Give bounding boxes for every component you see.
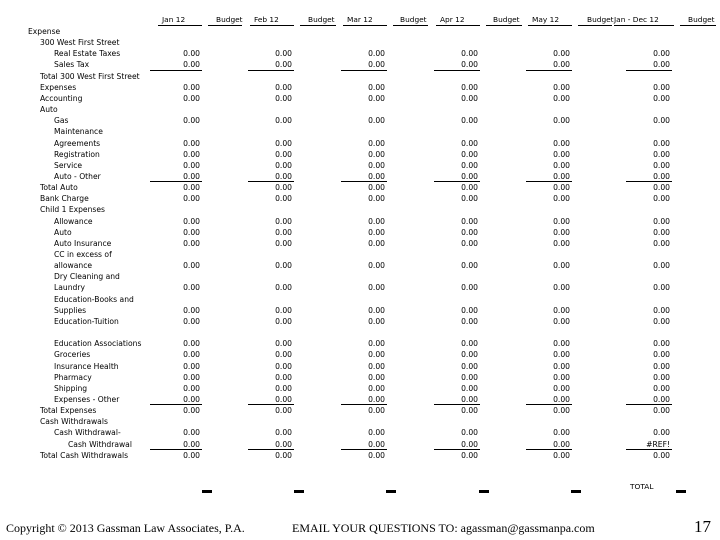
column-header: Budget xyxy=(688,15,715,24)
row-label: Registration xyxy=(54,149,100,159)
row-value: 0.00 xyxy=(275,171,292,181)
row-label: Laundry xyxy=(54,283,85,293)
row-value: 0.00 xyxy=(653,383,670,393)
column-header: Feb 12 xyxy=(254,15,279,24)
row-label: Education-Books and xyxy=(54,294,134,304)
row-value: 0.00 xyxy=(553,383,570,393)
row-value: 0.00 xyxy=(653,149,670,159)
row-value: 0.00 xyxy=(653,450,670,460)
row-value: #REF! xyxy=(646,439,670,449)
column-header: Budget xyxy=(587,15,614,24)
row-value: 0.00 xyxy=(653,339,670,349)
row-value: 0.00 xyxy=(275,194,292,204)
row-value: 0.00 xyxy=(461,406,478,416)
row-value: 0.00 xyxy=(368,227,385,237)
row-label: Dry Cleaning and xyxy=(54,272,120,282)
row-value: 0.00 xyxy=(183,116,200,126)
row-value: 0.00 xyxy=(461,227,478,237)
row-value: 0.00 xyxy=(183,305,200,315)
row-value: 0.00 xyxy=(461,305,478,315)
header-underline xyxy=(393,25,428,26)
row-label: Auto xyxy=(40,105,58,115)
row-value: 0.00 xyxy=(368,372,385,382)
row-value: 0.00 xyxy=(653,261,670,271)
row-value: 0.00 xyxy=(275,383,292,393)
row-value: 0.00 xyxy=(183,216,200,226)
row-value: 0.00 xyxy=(461,60,478,70)
column-header: Mar 12 xyxy=(347,15,373,24)
row-value: 0.00 xyxy=(653,227,670,237)
row-label: Auto Insurance xyxy=(54,238,112,248)
row-label: Pharmacy xyxy=(54,372,92,382)
header-underline xyxy=(208,25,242,26)
row-label: allowance xyxy=(54,261,93,271)
row-value: 0.00 xyxy=(461,82,478,92)
label-underline xyxy=(150,181,160,182)
column-header: Jan - Dec 12 xyxy=(614,15,659,24)
row-value: 0.00 xyxy=(653,316,670,326)
total-tick-mark xyxy=(386,490,396,493)
row-value: 0.00 xyxy=(553,160,570,170)
row-label: Cash Withdrawal- xyxy=(54,428,121,438)
row-value: 0.00 xyxy=(461,283,478,293)
row-value: 0.00 xyxy=(553,372,570,382)
row-value: 0.00 xyxy=(275,183,292,193)
row-label: Cash Withdrawals xyxy=(40,417,108,427)
row-value: 0.00 xyxy=(553,394,570,404)
row-label: Expense xyxy=(28,27,61,36)
label-underline xyxy=(150,449,160,450)
row-label: Auto xyxy=(54,227,72,237)
column-header: May 12 xyxy=(532,15,560,24)
row-label: Education-Tuition xyxy=(54,316,119,326)
row-value: 0.00 xyxy=(461,49,478,59)
email-text: EMAIL YOUR QUESTIONS TO: agassman@gassmanpa.com xyxy=(292,521,595,535)
header-underline xyxy=(578,25,612,26)
row-label: Expenses xyxy=(40,82,77,92)
row-value: 0.00 xyxy=(653,372,670,382)
row-value: 0.00 xyxy=(183,261,200,271)
row-value: 0.00 xyxy=(275,238,292,248)
row-value: 0.00 xyxy=(461,93,478,103)
row-value: 0.00 xyxy=(275,350,292,360)
row-value: 0.00 xyxy=(553,227,570,237)
row-value: 0.00 xyxy=(275,450,292,460)
row-value: 0.00 xyxy=(368,394,385,404)
row-value: 0.00 xyxy=(275,305,292,315)
header-underline xyxy=(486,25,522,26)
row-value: 0.00 xyxy=(653,194,670,204)
row-label: Insurance Health xyxy=(54,361,119,371)
row-value: 0.00 xyxy=(275,372,292,382)
total-tick-mark xyxy=(676,490,686,493)
row-value: 0.00 xyxy=(368,339,385,349)
row-value: 0.00 xyxy=(461,160,478,170)
row-value: 0.00 xyxy=(275,361,292,371)
row-value: 0.00 xyxy=(653,49,670,59)
total-tick-mark xyxy=(571,490,581,493)
row-value: 0.00 xyxy=(275,439,292,449)
header-underline xyxy=(158,25,202,26)
row-label: Total Auto xyxy=(40,183,78,193)
row-value: 0.00 xyxy=(183,82,200,92)
row-value: 0.00 xyxy=(553,194,570,204)
row-value: 0.00 xyxy=(183,238,200,248)
row-value: 0.00 xyxy=(653,82,670,92)
row-value: 0.00 xyxy=(368,116,385,126)
row-value: 0.00 xyxy=(368,350,385,360)
row-label: Gas xyxy=(54,116,69,126)
row-value: 0.00 xyxy=(183,350,200,360)
row-label: Agreements xyxy=(54,138,101,148)
row-label: Total Expenses xyxy=(40,406,97,416)
row-value: 0.00 xyxy=(275,316,292,326)
column-header: Apr 12 xyxy=(440,15,465,24)
row-value: 0.00 xyxy=(653,183,670,193)
row-value: 0.00 xyxy=(553,93,570,103)
row-value: 0.00 xyxy=(461,339,478,349)
row-value: 0.00 xyxy=(183,171,200,181)
row-value: 0.00 xyxy=(183,450,200,460)
row-label: Accounting xyxy=(40,93,83,103)
row-value: 0.00 xyxy=(553,283,570,293)
row-label: Cash Withdrawal xyxy=(68,439,132,449)
row-value: 0.00 xyxy=(653,428,670,438)
row-value: 0.00 xyxy=(368,439,385,449)
row-value: 0.00 xyxy=(275,406,292,416)
total-tick-mark xyxy=(294,490,304,493)
row-value: 0.00 xyxy=(368,316,385,326)
subtotal-underline xyxy=(341,70,387,71)
row-value: 0.00 xyxy=(653,406,670,416)
row-value: 0.00 xyxy=(553,428,570,438)
header-underline xyxy=(680,25,716,26)
row-label: Sales Tax xyxy=(54,60,90,70)
row-value: 0.00 xyxy=(275,394,292,404)
row-label: Maintenance xyxy=(54,127,103,137)
row-value: 0.00 xyxy=(461,171,478,181)
row-value: 0.00 xyxy=(461,361,478,371)
column-header: Budget xyxy=(493,15,520,24)
total-footer-label: TOTAL xyxy=(630,482,654,491)
row-value: 0.00 xyxy=(183,149,200,159)
row-value: 0.00 xyxy=(553,339,570,349)
row-value: 0.00 xyxy=(275,227,292,237)
row-value: 0.00 xyxy=(653,60,670,70)
row-label: Total 300 West First Street xyxy=(40,71,140,81)
label-underline xyxy=(150,404,160,405)
row-value: 0.00 xyxy=(183,406,200,416)
column-header: Jan 12 xyxy=(162,15,186,24)
header-underline xyxy=(436,25,480,26)
row-value: 0.00 xyxy=(553,116,570,126)
header-underline xyxy=(250,25,294,26)
row-value: 0.00 xyxy=(275,160,292,170)
row-value: 0.00 xyxy=(553,138,570,148)
row-value: 0.00 xyxy=(553,171,570,181)
row-label: Shipping xyxy=(54,383,88,393)
row-value: 0.00 xyxy=(553,216,570,226)
row-value: 0.00 xyxy=(553,49,570,59)
row-label: Supplies xyxy=(54,305,87,315)
row-value: 0.00 xyxy=(553,149,570,159)
row-value: 0.00 xyxy=(461,372,478,382)
row-value: 0.00 xyxy=(368,361,385,371)
row-value: 0.00 xyxy=(368,194,385,204)
row-value: 0.00 xyxy=(368,305,385,315)
row-value: 0.00 xyxy=(461,216,478,226)
row-value: 0.00 xyxy=(368,49,385,59)
row-value: 0.00 xyxy=(368,383,385,393)
row-value: 0.00 xyxy=(183,372,200,382)
row-value: 0.00 xyxy=(275,138,292,148)
row-value: 0.00 xyxy=(183,194,200,204)
row-value: 0.00 xyxy=(275,82,292,92)
row-value: 0.00 xyxy=(653,238,670,248)
column-header: Budget xyxy=(308,15,335,24)
row-value: 0.00 xyxy=(553,350,570,360)
row-value: 0.00 xyxy=(275,60,292,70)
row-value: 0.00 xyxy=(461,116,478,126)
row-value: 0.00 xyxy=(653,93,670,103)
column-header: Budget xyxy=(216,15,243,24)
row-label: Child 1 Expenses xyxy=(40,205,105,215)
row-value: 0.00 xyxy=(183,339,200,349)
row-value: 0.00 xyxy=(461,439,478,449)
row-value: 0.00 xyxy=(183,383,200,393)
row-value: 0.00 xyxy=(461,450,478,460)
row-value: 0.00 xyxy=(553,261,570,271)
row-value: 0.00 xyxy=(183,283,200,293)
row-value: 0.00 xyxy=(553,406,570,416)
row-value: 0.00 xyxy=(461,194,478,204)
row-value: 0.00 xyxy=(275,93,292,103)
row-value: 0.00 xyxy=(368,428,385,438)
row-value: 0.00 xyxy=(653,305,670,315)
row-value: 0.00 xyxy=(653,160,670,170)
row-value: 0.00 xyxy=(553,60,570,70)
row-value: 0.00 xyxy=(368,406,385,416)
copyright-text: Copyright © 2013 Gassman Law Associates, P.A. xyxy=(6,521,245,535)
row-value: 0.00 xyxy=(275,283,292,293)
row-value: 0.00 xyxy=(368,138,385,148)
row-value: 0.00 xyxy=(653,116,670,126)
row-value: 0.00 xyxy=(461,350,478,360)
row-value: 0.00 xyxy=(183,361,200,371)
row-value: 0.00 xyxy=(183,439,200,449)
row-value: 0.00 xyxy=(553,439,570,449)
row-value: 0.00 xyxy=(461,183,478,193)
row-value: 0.00 xyxy=(275,149,292,159)
page-number: 17 xyxy=(694,517,711,536)
row-value: 0.00 xyxy=(368,183,385,193)
row-label: 300 West First Street xyxy=(40,38,120,48)
row-value: 0.00 xyxy=(183,183,200,193)
row-value: 0.00 xyxy=(461,394,478,404)
row-value: 0.00 xyxy=(368,238,385,248)
row-value: 0.00 xyxy=(553,361,570,371)
label-underline xyxy=(150,70,160,71)
row-value: 0.00 xyxy=(368,160,385,170)
row-label: Total Cash Withdrawals xyxy=(40,450,129,460)
row-value: 0.00 xyxy=(553,238,570,248)
row-value: 0.00 xyxy=(653,138,670,148)
row-value: 0.00 xyxy=(553,450,570,460)
row-value: 0.00 xyxy=(368,60,385,70)
row-value: 0.00 xyxy=(553,183,570,193)
row-value: 0.00 xyxy=(461,428,478,438)
row-value: 0.00 xyxy=(461,261,478,271)
row-value: 0.00 xyxy=(461,238,478,248)
row-value: 0.00 xyxy=(653,171,670,181)
row-value: 0.00 xyxy=(653,350,670,360)
header-underline xyxy=(300,25,336,26)
row-value: 0.00 xyxy=(368,261,385,271)
subtotal-underline xyxy=(526,70,572,71)
row-label: CC in excess of xyxy=(54,250,112,259)
row-label: Allowance xyxy=(54,216,93,226)
row-value: 0.00 xyxy=(461,149,478,159)
row-value: 0.00 xyxy=(183,93,200,103)
row-value: 0.00 xyxy=(368,216,385,226)
row-label: Bank Charge xyxy=(40,194,89,204)
row-value: 0.00 xyxy=(653,361,670,371)
subtotal-underline xyxy=(248,70,294,71)
row-value: 0.00 xyxy=(275,216,292,226)
header-underline xyxy=(343,25,387,26)
row-label: Education Associations xyxy=(54,339,142,349)
row-value: 0.00 xyxy=(183,138,200,148)
row-value: 0.00 xyxy=(183,60,200,70)
row-value: 0.00 xyxy=(461,138,478,148)
row-label: Groceries xyxy=(54,350,91,360)
row-value: 0.00 xyxy=(368,149,385,159)
row-value: 0.00 xyxy=(183,428,200,438)
row-value: 0.00 xyxy=(183,227,200,237)
total-tick-mark xyxy=(202,490,212,493)
subtotal-underline xyxy=(434,70,480,71)
row-value: 0.00 xyxy=(275,339,292,349)
row-value: 0.00 xyxy=(461,316,478,326)
row-value: 0.00 xyxy=(275,49,292,59)
subtotal-underline xyxy=(626,70,672,71)
row-label: Expenses - Other xyxy=(54,394,120,404)
row-value: 0.00 xyxy=(553,82,570,92)
row-value: 0.00 xyxy=(368,283,385,293)
row-value: 0.00 xyxy=(183,49,200,59)
row-value: 0.00 xyxy=(183,160,200,170)
header-underline xyxy=(614,25,674,26)
row-value: 0.00 xyxy=(461,383,478,393)
row-value: 0.00 xyxy=(553,316,570,326)
row-value: 0.00 xyxy=(275,261,292,271)
row-value: 0.00 xyxy=(368,93,385,103)
header-underline xyxy=(528,25,572,26)
row-value: 0.00 xyxy=(368,171,385,181)
row-value: 0.00 xyxy=(653,394,670,404)
row-value: 0.00 xyxy=(275,428,292,438)
row-value: 0.00 xyxy=(183,394,200,404)
subtotal-underline xyxy=(156,70,202,71)
row-value: 0.00 xyxy=(183,316,200,326)
row-label: Service xyxy=(54,160,83,170)
row-value: 0.00 xyxy=(553,305,570,315)
row-label: Real Estate Taxes xyxy=(54,49,121,59)
row-value: 0.00 xyxy=(368,450,385,460)
row-value: 0.00 xyxy=(653,216,670,226)
row-value: 0.00 xyxy=(368,82,385,92)
column-header: Budget xyxy=(400,15,427,24)
row-label: Auto - Other xyxy=(54,171,101,181)
row-value: 0.00 xyxy=(275,116,292,126)
row-value: 0.00 xyxy=(653,283,670,293)
total-tick-mark xyxy=(479,490,489,493)
